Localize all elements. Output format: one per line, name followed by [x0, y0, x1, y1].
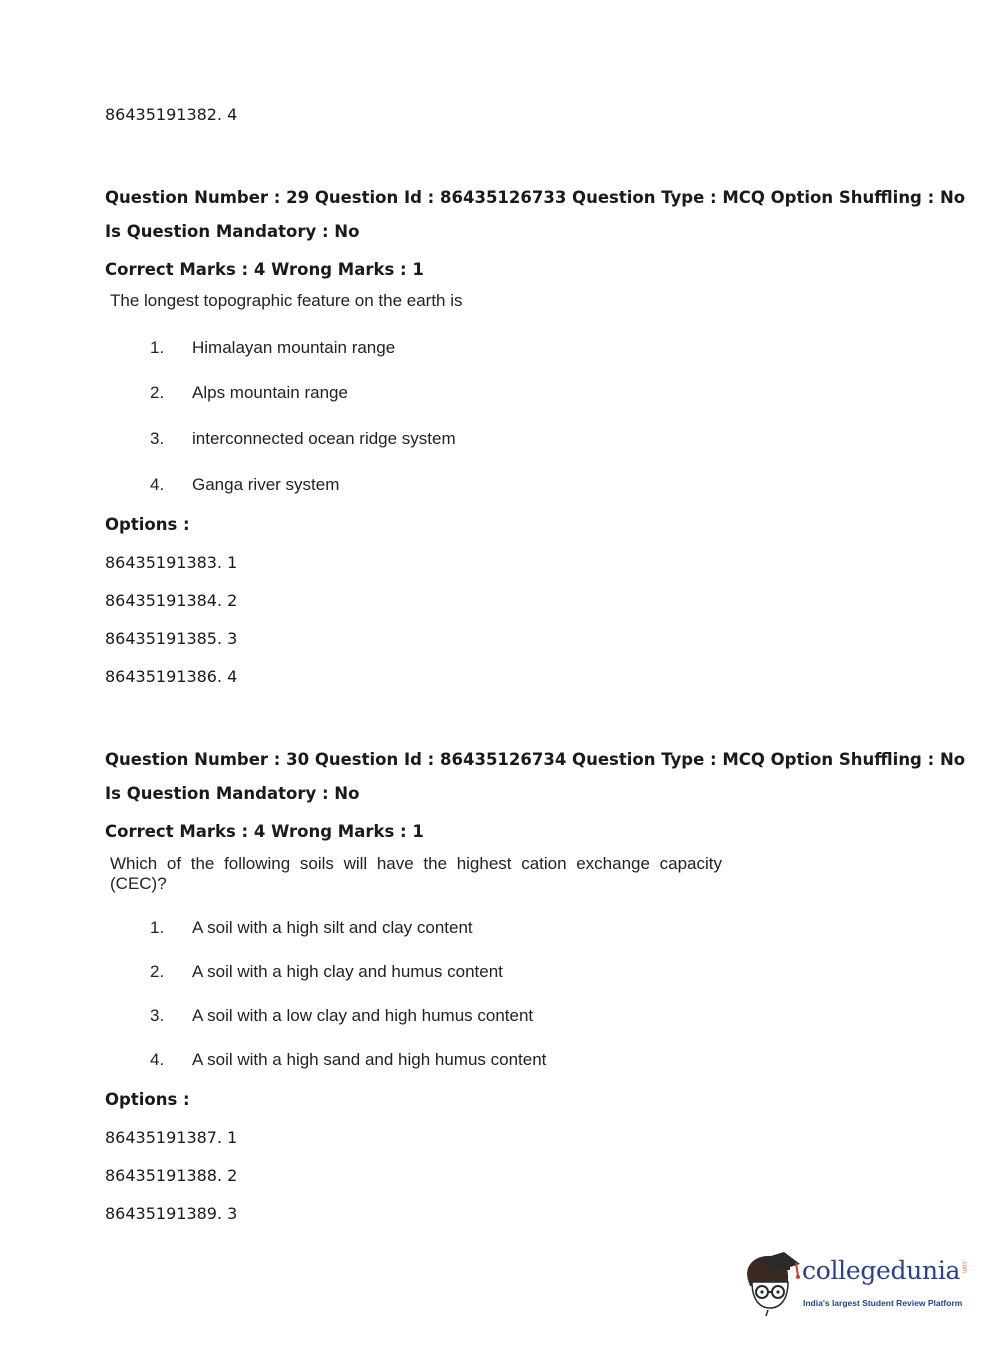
- logo-tagline: India's largest Student Review Platform: [803, 1298, 963, 1308]
- choice-text: Himalayan mountain range: [192, 338, 396, 357]
- collegedunia-logo: [740, 1246, 970, 1322]
- choice-text: A soil with a high silt and clay content: [192, 918, 473, 937]
- question-header: Question Number : 30 Question Id : 86435126734 Question Type : MCQ Option Shuffling : No: [105, 750, 966, 769]
- choice-number: 1.: [150, 338, 165, 357]
- choice-number: 1.: [150, 918, 165, 937]
- choice-number: 2.: [150, 383, 165, 402]
- choice-text: A soil with a low clay and high humus content: [192, 1006, 534, 1025]
- options-label: Options :: [105, 515, 190, 534]
- choice-number: 4.: [150, 1050, 165, 1069]
- choice-text: Alps mountain range: [192, 383, 348, 402]
- logo-name: collegedunia: [802, 1256, 961, 1285]
- question-header: Question Number : 29 Question Id : 86435126733 Question Type : MCQ Option Shuffling : No: [105, 188, 966, 207]
- choice-text: A soil with a high sand and high humus content: [192, 1050, 547, 1069]
- question-marks: Correct Marks : 4 Wrong Marks : 1: [105, 822, 424, 841]
- question-text: Which of the following soils will have the highest cation exchange capacity (CEC)?: [110, 854, 722, 893]
- choice-number: 2.: [150, 962, 165, 981]
- question-mandatory: Is Question Mandatory : No: [105, 222, 360, 241]
- option-item: 86435191386. 4: [105, 667, 238, 686]
- option-86435191382: 86435191382. 4: [105, 105, 238, 124]
- choice-item: [150, 918, 473, 938]
- choice-item: [150, 1050, 546, 1070]
- option-item: 86435191387. 1: [105, 1128, 238, 1147]
- option-item: 86435191389. 3: [105, 1204, 238, 1223]
- option-item: 86435191388. 2: [105, 1166, 238, 1185]
- choice-item: [150, 383, 348, 403]
- option-item: 86435191383. 1: [105, 553, 238, 572]
- question-text: The longest topographic feature on the earth is: [110, 291, 463, 310]
- choice-text: A soil with a high clay and humus content: [192, 962, 503, 981]
- option-item: 86435191384. 2: [105, 591, 238, 610]
- choice-text: interconnected ocean ridge system: [192, 429, 456, 448]
- choice-item: [150, 962, 503, 982]
- question-marks: Correct Marks : 4 Wrong Marks : 1: [105, 260, 424, 279]
- choice-item: [150, 429, 456, 449]
- choice-item: [150, 1006, 533, 1026]
- options-label: Options :: [105, 1090, 190, 1109]
- option-item: 86435191385. 3: [105, 629, 238, 648]
- logo-suffix: .com: [961, 1260, 967, 1274]
- choice-number: 3.: [150, 1006, 165, 1025]
- student-mascot-icon: [740, 1250, 802, 1316]
- choice-number: 3.: [150, 429, 165, 448]
- question-mandatory: Is Question Mandatory : No: [105, 784, 360, 803]
- choice-number: 4.: [150, 475, 165, 494]
- choice-item: [150, 475, 339, 495]
- choice-item: [150, 338, 395, 358]
- choice-text: Ganga river system: [192, 475, 340, 494]
